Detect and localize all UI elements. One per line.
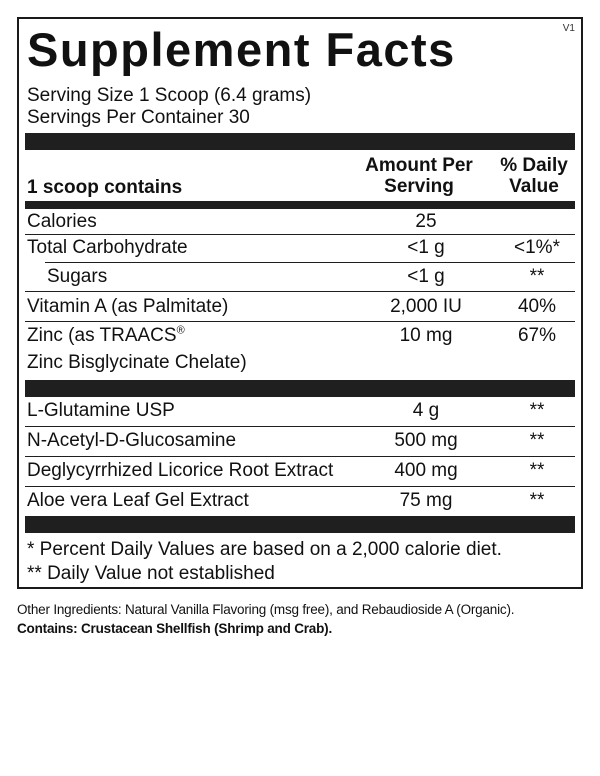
ingredient-dv: ** — [529, 400, 545, 421]
ingredient-dv: ** — [529, 430, 545, 451]
divider-bar — [25, 133, 575, 150]
nutrient-name: Sugars — [47, 266, 108, 287]
row-divider — [25, 486, 575, 487]
nutrient-amount: <1 g — [407, 266, 445, 287]
footnote-daily-value: * Percent Daily Values are based on a 2,000 calorie diet. — [27, 539, 502, 560]
header-amount-line2: Serving — [384, 176, 454, 197]
nutrient-dv: ** — [529, 266, 545, 287]
row-divider — [25, 456, 575, 457]
other-ingredients: Other Ingredients: Natural Vanilla Flavoring (msg free), and Rebaudioside A (Organic). — [17, 602, 515, 617]
nutrient-name: Calories — [27, 211, 97, 232]
serving-size: Serving Size 1 Scoop (6.4 grams) — [27, 85, 312, 106]
row-divider — [25, 291, 575, 292]
ingredient-amount: 4 g — [412, 400, 440, 421]
divider-bar — [25, 380, 575, 397]
nutrient-amount: 2,000 IU — [390, 296, 462, 317]
ingredient-amount: 75 mg — [399, 490, 453, 511]
ingredient-amount: 400 mg — [394, 460, 458, 481]
row-divider — [25, 234, 575, 235]
nutrient-dv: 40% — [517, 296, 557, 317]
panel-title: Supplement Facts — [27, 23, 456, 76]
header-amount-line1: Amount Per — [365, 155, 473, 176]
ingredient-name: N-Acetyl-D-Glucosamine — [27, 430, 237, 451]
nutrient-amount: <1 g — [407, 237, 445, 258]
nutrient-dv: <1%* — [514, 237, 560, 258]
footnote-not-established: ** Daily Value not established — [27, 563, 275, 584]
ingredient-name: L-Glutamine USP — [27, 400, 175, 421]
version-label: V1 — [562, 23, 575, 34]
ingredient-name: Deglycyrrhized Licorice Root Extract — [27, 460, 334, 481]
divider-bar — [25, 201, 575, 209]
nutrient-name: Vitamin A (as Palmitate) — [27, 296, 229, 317]
registered-mark: ® — [176, 324, 185, 337]
nutrient-name: Total Carbohydrate — [27, 237, 188, 258]
ingredient-name: Aloe vera Leaf Gel Extract — [27, 490, 249, 511]
ingredient-amount: 500 mg — [394, 430, 458, 451]
ingredient-dv: ** — [529, 460, 545, 481]
header-dv-line1: % Daily — [500, 155, 568, 176]
header-dv-line2: Value — [509, 176, 559, 197]
nutrient-name-line2: Zinc Bisglycinate Chelate) — [27, 352, 247, 373]
header-contains: 1 scoop contains — [27, 177, 183, 198]
allergen-contains: Contains: Crustacean Shellfish (Shrimp and Crab). — [17, 621, 332, 636]
nutrient-amount: 10 mg — [399, 325, 453, 346]
ingredient-dv: ** — [529, 490, 545, 511]
row-divider — [25, 321, 575, 322]
row-divider — [45, 262, 575, 263]
nutrient-name: Zinc (as TRAACS® — [27, 324, 185, 346]
nutrient-dv: 67% — [517, 325, 557, 346]
row-divider — [25, 426, 575, 427]
nutrient-amount: 25 — [415, 211, 437, 232]
divider-bar — [25, 516, 575, 533]
supplement-facts-panel — [17, 17, 583, 589]
servings-per-container: Servings Per Container 30 — [27, 107, 250, 128]
